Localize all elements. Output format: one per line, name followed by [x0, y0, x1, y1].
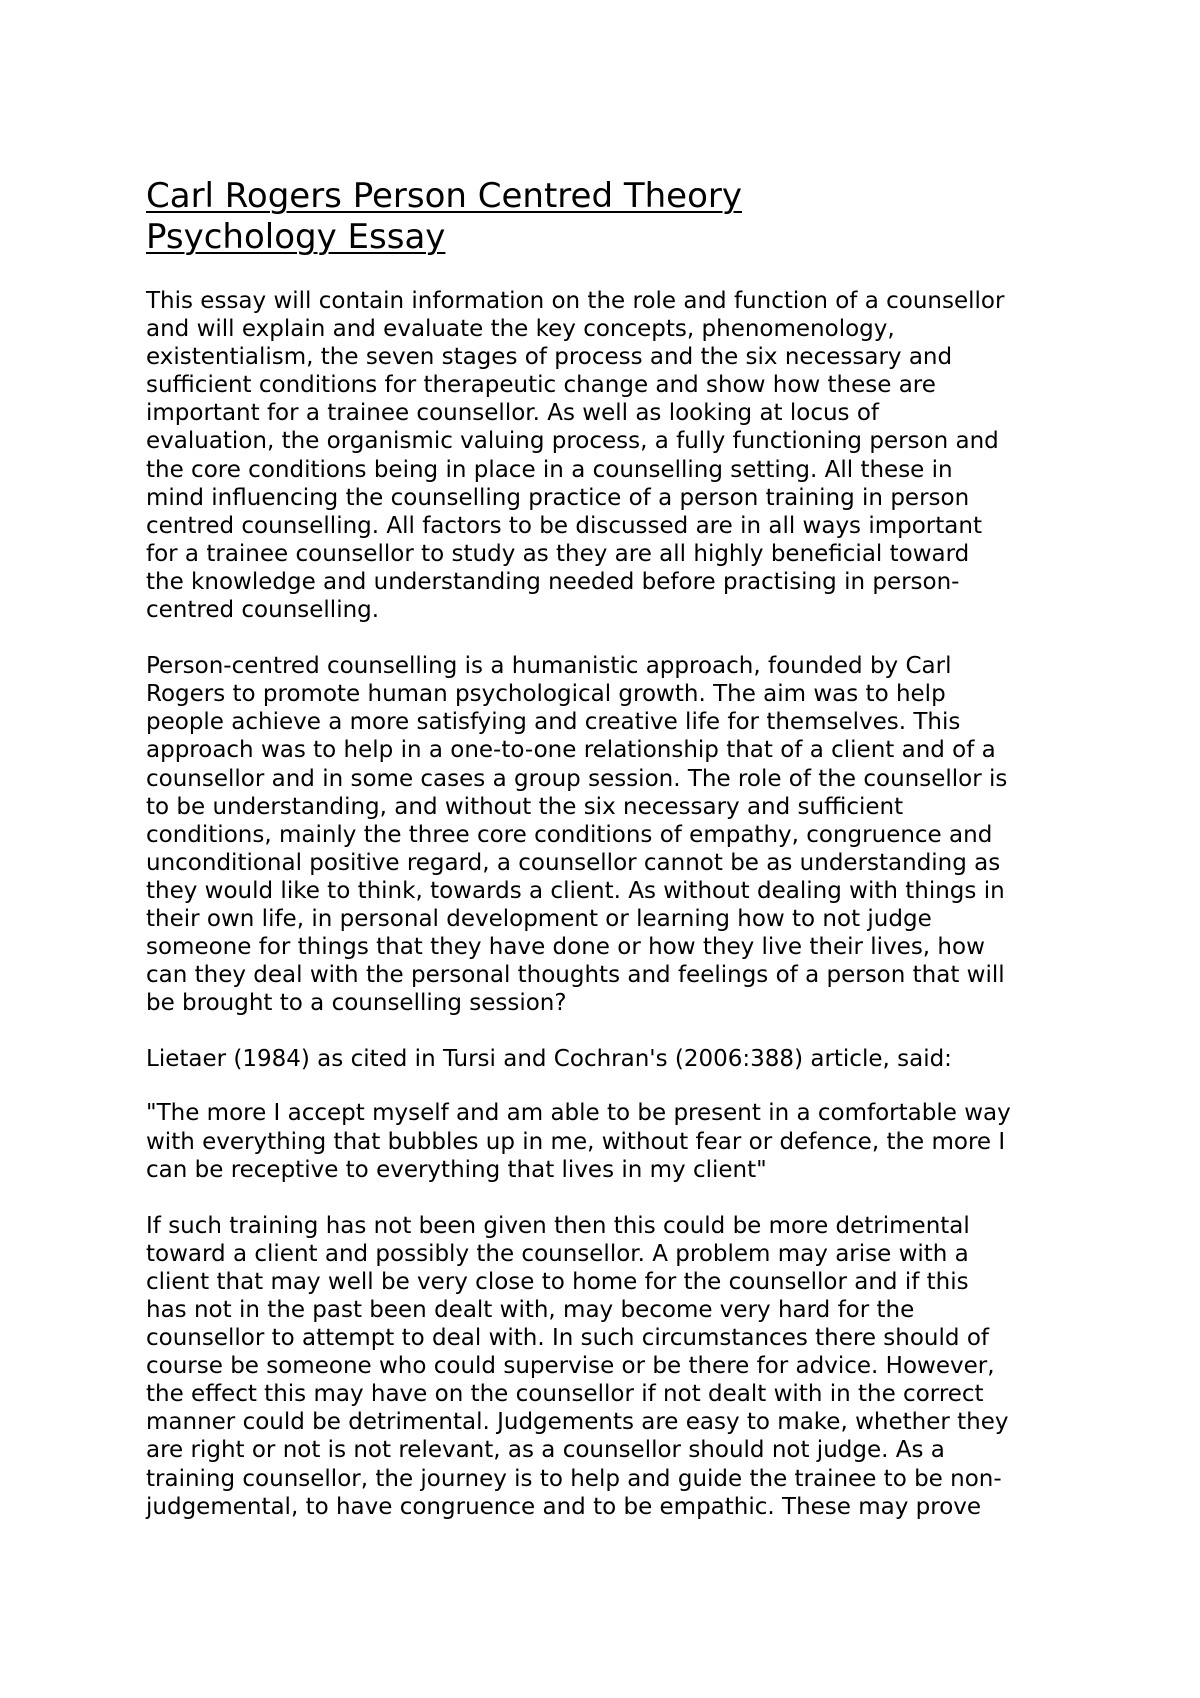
paragraph-quote: "The more I accept myself and am able to be present in a comfortable way with everything that bubbles up in me, without fear or defence, the more I can be receptive to everything that lives in my client": [146, 1100, 1011, 1183]
paragraph-citation: Lietaer (1984) as cited in Tursi and Cochran's (2006:388) article, said:: [146, 1046, 952, 1073]
paragraph-person-centred-counselling: Person-centred counselling is a humanistic approach, founded by Carl Rogers to promote human psychological growth. The aim was to help people achieve a more satisfying and creative life for themselves. This approach was to help in a one-to-one relationship that of a client and of a counsellor and in some cases a group session. The role of the counsellor is to be understanding, and without the six necessary and sufficient conditions, mainly the three core conditions of empathy, congruence and unconditional positive regard, a counsellor cannot be as understanding as they would like to think, towards a client. As without dealing with things in their own life, in personal development or learning how to not judge someone for things that they have done or how they live their lives, how can they deal with the personal thoughts and feelings of a person that will be brought to a counselling session?: [146, 653, 1008, 1017]
paragraph-introduction: This essay will contain information on the role and function of a counsellor and will explain and evaluate the key concepts, phenomenology, existentialism, the seven stages of process and the six necessary and sufficient conditions for therapeutic change and show how these are important for a trainee counsellor. As well as looking at locus of evaluation, the organismic valuing process, a fully functioning person and the core conditions being in place in a counselling setting. All these in mind influencing the counselling practice of a person training in person centred counselling. All factors to be discussed are in all ways important for a trainee counsellor to study as they are all highly beneficial toward the knowledge and understanding needed before practising in person- centred counselling.: [146, 288, 1005, 624]
paragraph-training: If such training has not been given then this could be more detrimental toward a client and possibly the counsellor. A problem may arise with a client that may well be very close to home for the counsellor and if this has not in the past been dealt with, may become very hard for the counsellor to attempt to deal with. In such circumstances there should of course be someone who could supervise or be there for advice. However, the effect this may have on the counsellor if not dealt with in the correct manner could be detrimental. Judgements are easy to make, whether they are right or not is not relevant, as a counsellor should not judge. As a training counsellor, the journey is to help and guide the trainee to be non- judgemental, to have congruence and to be empathic. These may prove: [146, 1212, 1009, 1520]
essay-title: Carl Rogers Person Centred Theory Psychology Essay: [146, 176, 742, 257]
document-body: [146, 176, 1076, 1549]
